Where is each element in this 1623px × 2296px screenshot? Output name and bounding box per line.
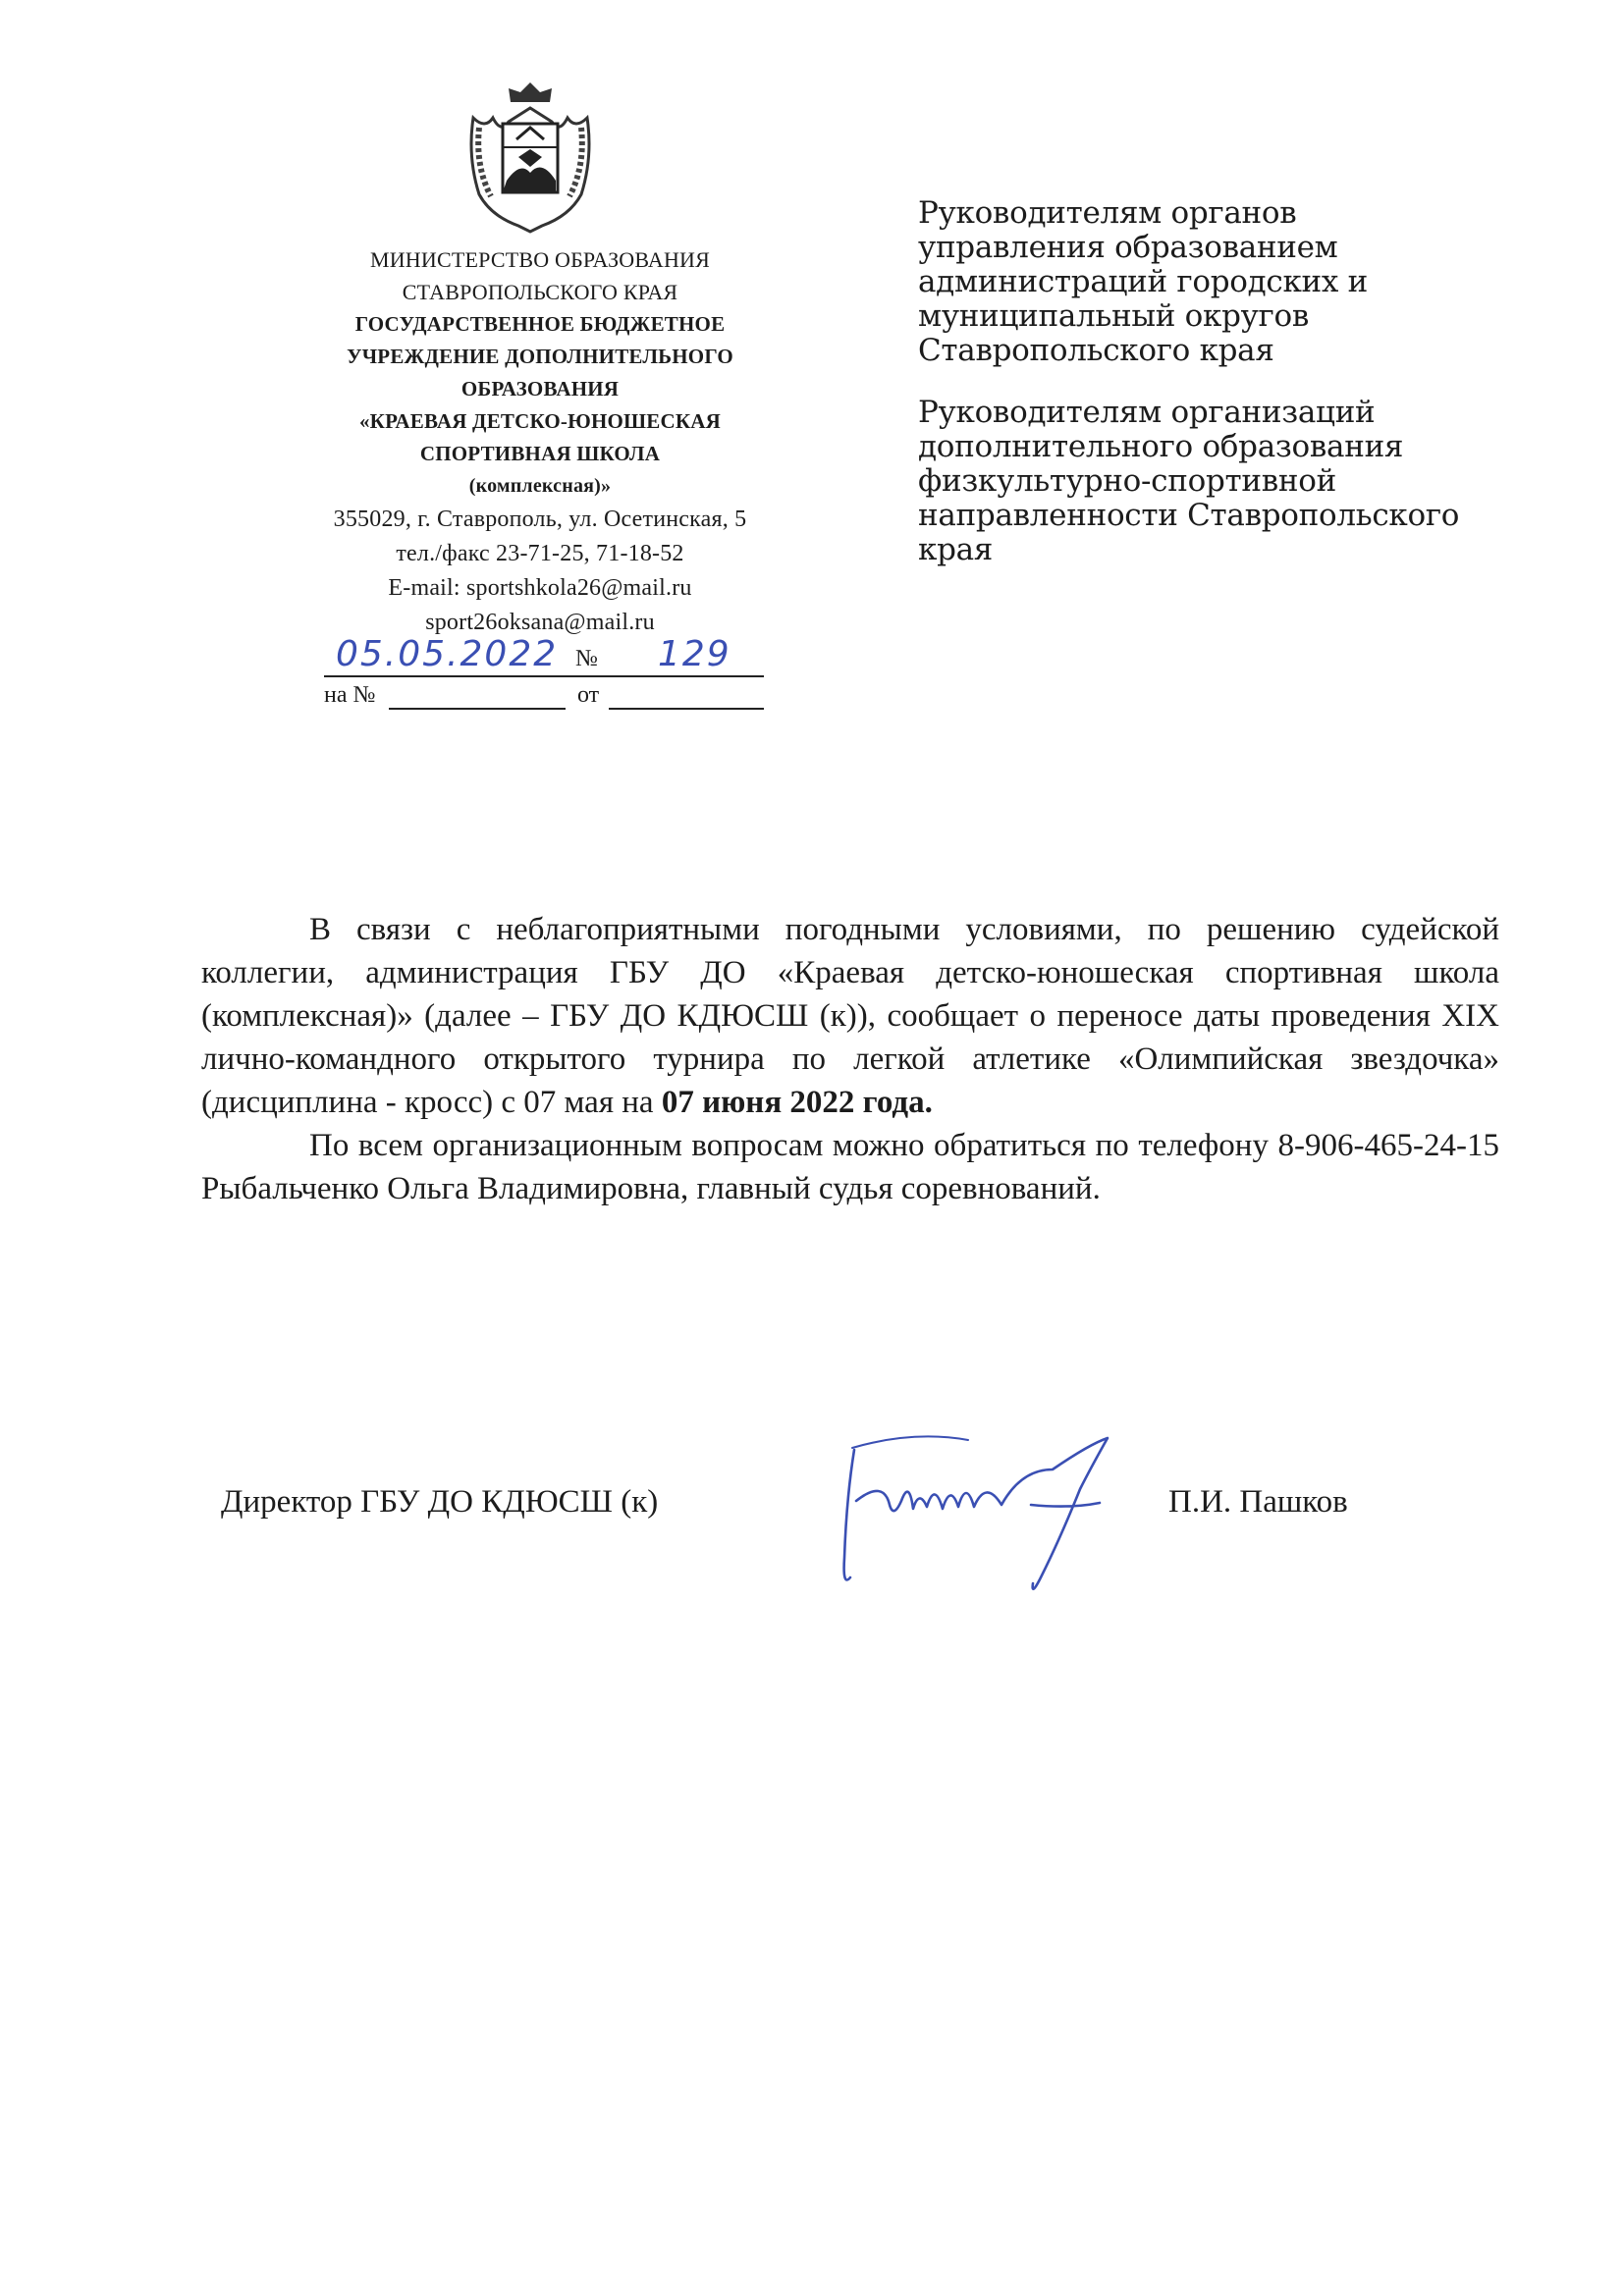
org-name-line-4: «КРАЕВАЯ ДЕТСКО-ЮНОШЕСКАЯ — [358, 409, 722, 433]
signatory-name: П.И. Пашков — [1168, 1484, 1348, 1520]
handwritten-number: 129 — [658, 634, 731, 674]
reference-number-label: на № — [324, 682, 376, 708]
ministry-line-1: МИНИСТЕРСТВО ОБРАЗОВАНИЯ — [369, 247, 711, 272]
org-name-line-1: ГОСУДАРСТВЕННОЕ БЮДЖЕТНОЕ — [354, 312, 726, 336]
addressee-line: физкультурно-спортивной — [918, 463, 1336, 499]
org-email-1: E-mail: sportshkola26@mail.ru — [388, 575, 692, 601]
signatory-title: Директор ГБУ ДО КДЮСШ (к) — [221, 1484, 659, 1520]
handwritten-date: 05.05.2022 — [336, 634, 559, 674]
body-paragraph-1-text: В связи с неблагоприятными погодными условиями, по решению судейской коллегии, администрация ГБУ ДО «Краевая детско-юношеская спортивная школа (комплексная)» (далее – ГБУ ДО КДЮСШ (к)), сообщает о переносе даты проведения XIX лично-командного открытого турнира по легкой атлетике «Олимпийская звездочка» (дисциплина - кросс) с 07 мая на — [201, 912, 1499, 1120]
organization-letterhead — [265, 243, 815, 640]
org-name-line-6: (комплексная)» — [468, 475, 612, 497]
letter-body — [201, 908, 1499, 1210]
addressee-line: Руководителям органов — [918, 195, 1297, 231]
addressee-paragraph-2 — [918, 396, 1546, 567]
body-paragraph-1 — [201, 908, 1499, 1124]
org-name-line-3: ОБРАЗОВАНИЯ — [460, 377, 620, 400]
addressee-line: управления образованием — [918, 230, 1338, 265]
org-name-line-5: СПОРТИВНАЯ ШКОЛА — [419, 442, 661, 465]
addressee-block — [918, 196, 1546, 595]
org-email-2: sport26oksana@mail.ru — [425, 610, 655, 635]
outgoing-date-number-row — [324, 634, 766, 679]
number-label: № — [575, 646, 598, 671]
org-name-line-2: УЧРЕЖДЕНИЕ ДОПОЛНИТЕЛЬНОГО — [347, 345, 733, 368]
org-address: 355029, г. Ставрополь, ул. Осетинская, 5 — [333, 507, 747, 532]
addressee-paragraph-1 — [918, 196, 1546, 368]
signature-row — [221, 1484, 1497, 1602]
addressee-line: муниципальный округов — [918, 298, 1310, 334]
addressee-line: администраций городских и — [918, 264, 1369, 299]
reference-number-blank — [389, 708, 566, 710]
new-date-highlight: 07 июня 2022 года. — [661, 1085, 933, 1120]
reference-row — [324, 682, 766, 716]
reference-from-label: от — [577, 682, 600, 708]
ministry-line-2: СТАВРОПОЛЬСКОГО КРАЯ — [402, 280, 678, 304]
org-phone: тел./факс 23-71-25, 71-18-52 — [396, 541, 684, 566]
coat-of-arms-emblem — [461, 79, 599, 236]
reference-date-blank — [609, 708, 764, 710]
addressee-line: края — [918, 532, 994, 567]
date-underline — [324, 675, 764, 677]
handwritten-signature — [795, 1411, 1198, 1607]
addressee-line: направленности Ставропольского — [918, 498, 1460, 533]
addressee-line: Руководителям организаций — [918, 395, 1376, 430]
addressee-line: Ставропольского края — [918, 333, 1274, 368]
body-paragraph-2: По всем организационным вопросам можно обратиться по телефону 8-906-465-24-15 Рыбальченко Ольга Владимировна, главный судья соревнований. — [201, 1128, 1499, 1206]
addressee-line: дополнительного образования — [918, 429, 1404, 464]
